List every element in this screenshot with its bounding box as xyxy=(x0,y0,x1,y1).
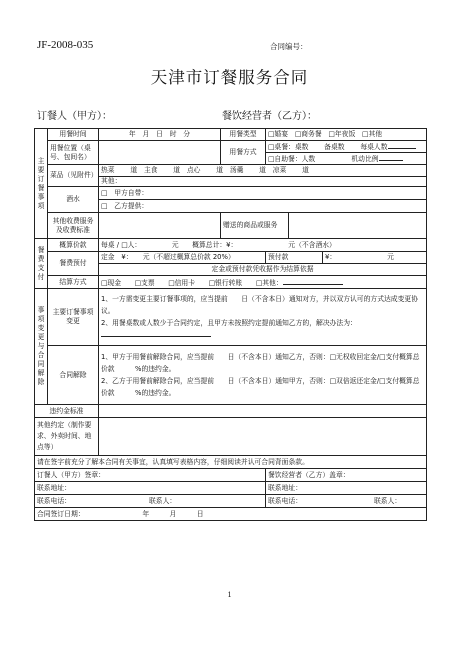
prepay-note: 定金或预付款凭收据作为结算依据 xyxy=(99,264,427,276)
notice-text: 请在签字前充分了解本合同有关事宜，认真填写表格内容，仔细阅读并认可合同背面条款。 xyxy=(35,456,427,469)
section-fee-label: 餐费支付 xyxy=(35,239,48,289)
budget-label: 概算价款 xyxy=(48,239,99,252)
prepay-amount-field[interactable]: ¥： 元 xyxy=(323,252,427,264)
wine-option-provider[interactable]: □ 乙方提供： xyxy=(99,200,427,213)
gift-field[interactable] xyxy=(289,213,427,226)
sign-party-b[interactable]: 餐饮经营者（乙方）盖章： xyxy=(266,469,427,482)
terminate-term-1: 1、甲方于用餐前解除合同，应当提前 日（不含本日）通知乙方，否则：□无权收回定金/□支付概算总价款 %的违约金。 xyxy=(101,353,420,373)
penalty-label: 违约金标准 xyxy=(35,405,99,418)
budget-field[interactable]: 每桌 / □人： 元 概算总计：¥： 元（不含酒水） xyxy=(99,239,427,252)
wine-label: 酒水 xyxy=(48,187,99,213)
section-change-label: 事项变更与合同解除 xyxy=(35,289,48,405)
document-code: JF-2008-035 xyxy=(37,39,94,51)
other-service-label: 其他收费服务及收费标准 xyxy=(48,213,99,239)
contract-number-label: 合同编号： xyxy=(270,42,308,51)
contract-form-table xyxy=(34,128,427,521)
prepay-advance-label: 预付款 xyxy=(266,252,323,264)
party-a-label: 订餐人（甲方）： xyxy=(37,111,112,122)
sign-party-a[interactable]: 订餐人（甲方）签章： xyxy=(35,469,266,482)
address-party-a[interactable]: 联系地址： xyxy=(35,482,266,495)
terminate-term-2: 2、乙方于用餐前解除合同，应当提前 日（不含本日）通知甲方，否则：□双倍返还定金/□支付概算总价款 %的违约金。 xyxy=(101,377,420,397)
terminate-terms xyxy=(99,346,427,405)
meal-time-field[interactable]: 年 月 日 时 分 xyxy=(99,129,221,141)
location-field[interactable] xyxy=(99,141,221,165)
page-title: 天津市订餐服务合同 xyxy=(150,68,309,87)
method-label: 用餐方式 xyxy=(221,141,266,165)
change-terms xyxy=(99,289,427,346)
gift-label: 赠送的商品或服务 xyxy=(221,213,289,239)
method-option-buffet[interactable]: □自助餐：人数 机动比例 xyxy=(266,153,427,165)
method-option-banquet[interactable]: □桌餐：桌数 备桌数 每桌人数 xyxy=(266,141,427,153)
sign-date[interactable]: 合同签订日期： 年 月 日 xyxy=(35,508,427,521)
party-b-label: 餐饮经营者（乙方）： xyxy=(222,111,317,122)
location-label: 用餐位置（桌号、包间名） xyxy=(48,141,99,165)
meal-type-options[interactable]: □婚宴 □商务餐 □年夜饭 □其他 xyxy=(266,129,427,141)
dishes-other-field[interactable]: 其他： xyxy=(99,177,427,187)
page-number: 1 xyxy=(227,590,232,599)
contact-party-a[interactable]: 联系电话： 联系人： xyxy=(35,495,266,508)
prepay-label: 餐费预付 xyxy=(48,252,99,276)
gift-field-cont[interactable] xyxy=(289,226,427,239)
meal-time-label: 用餐时间 xyxy=(48,129,99,141)
other-agreement-label: 其他约定（制作要求、外卖时间、地点等） xyxy=(35,418,99,456)
other-agreement-field[interactable] xyxy=(99,418,427,456)
prepay-deposit-field[interactable]: 定金 ¥： 元（不超过概算总价款 20%） xyxy=(99,252,266,264)
other-service-field[interactable] xyxy=(99,213,221,239)
settle-label: 结算方式 xyxy=(48,276,99,289)
settle-options[interactable]: □现金 □支票 □信用卡 □银行转账 □其他： xyxy=(99,276,427,289)
contact-party-b[interactable]: 联系电话： 联系人： xyxy=(266,495,427,508)
terminate-label: 合同解除 xyxy=(48,346,99,405)
change-term-1: 1、一方需变更主要订餐事项的，应当提前 日（不含本日）通知对方，并以双方认可的方式达成变更协议。 xyxy=(101,295,418,315)
wine-option-self[interactable]: □ 甲方自带： xyxy=(99,187,427,200)
meal-type-label: 用餐类型 xyxy=(221,129,266,141)
change-term-2: 2、用餐桌数或人数少于合同约定，且甲方未按照约定提前通知乙方的，解决办法为： xyxy=(101,317,424,341)
dishes-label: 菜品（见附件） xyxy=(48,165,99,187)
address-party-b[interactable]: 联系地址： xyxy=(266,482,427,495)
section-main-label: 主要订餐事项 xyxy=(35,129,48,239)
dishes-field[interactable]: 热菜 道 主食 道 点心 道 汤羹 道 凉菜 道 xyxy=(99,165,427,177)
change-label: 主要订餐事项变更 xyxy=(48,289,99,346)
penalty-field[interactable] xyxy=(99,405,427,418)
